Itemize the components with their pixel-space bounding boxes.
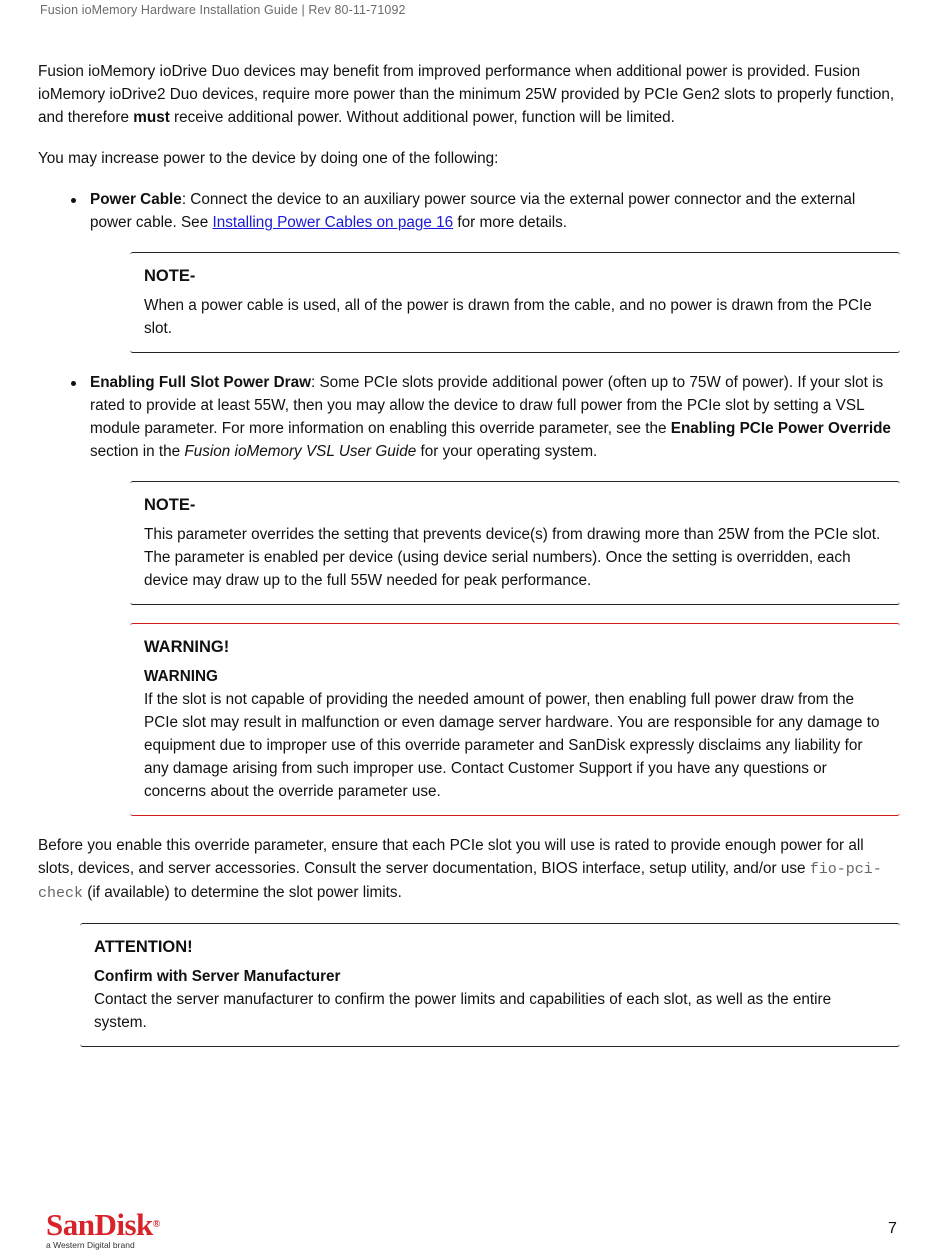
warning-box xyxy=(130,623,900,816)
page-number: 7 xyxy=(888,1220,897,1237)
logo-tagline: a Western Digital brand xyxy=(46,1240,135,1250)
bullet-full-slot-power: Enabling Full Slot Power Draw: Some PCIe slots provide additional power (often up to 75W of power). If your slot is rated to provide at least 55W, then you may allow the device to draw full power from the PCIe slot by setting a VSL module parameter. For more information on enabling this override parameter, see the Enabling PCIe Power Override section in the Fusion ioMemory VSL User Guide for your operating system. xyxy=(90,371,900,463)
note-title: NOTE- xyxy=(144,496,196,514)
attention-title: ATTENTION! xyxy=(94,938,193,956)
logo-wordmark: SanDisk xyxy=(46,1207,153,1242)
intro-paragraph: Fusion ioMemory ioDrive Duo devices may benefit from improved performance when additional power is provided. Fusion ioMemory ioDrive2 Duo devices, require more power than the minimum 25W provided by PCIe Gen2 slots to properly function, and therefore must receive additional power. Without additional power, function will be limited. xyxy=(38,63,895,126)
options-intro: You may increase power to the device by doing one of the following: xyxy=(38,150,499,167)
sandisk-logo xyxy=(46,1208,160,1250)
running-header: Fusion ioMemory Hardware Installation Guide | Rev 80-11-71092 xyxy=(40,3,406,17)
attention-subtitle: Confirm with Server Manufacturer xyxy=(94,968,341,985)
page-content xyxy=(38,60,900,1065)
note-title: NOTE- xyxy=(144,267,196,285)
note-body: When a power cable is used, all of the power is drawn from the cable, and no power is drawn from the PCIe slot. xyxy=(144,297,872,337)
note-box-override xyxy=(130,481,900,605)
warning-subtitle: WARNING xyxy=(144,668,218,685)
attention-box xyxy=(80,923,900,1047)
registered-mark: ® xyxy=(152,1219,160,1230)
note-box-power-cable xyxy=(130,252,900,353)
warning-title: WARNING! xyxy=(144,638,230,656)
before-enable-paragraph: Before you enable this override parameter, ensure that each PCIe slot you will use is rated to provide enough power for all slots, devices, and server accessories. Consult the server documentation, BIOS interface, setup utility, and/or use fio-pci-check (if available) to determine the slot power limits. xyxy=(38,837,882,902)
attention-body: Contact the server manufacturer to confirm the power limits and capabilities of each slot, as well as the entire system. xyxy=(94,991,832,1031)
fio-pci-check-command: fio-pci-check xyxy=(38,861,882,902)
installing-power-cables-link[interactable]: Installing Power Cables on page 16 xyxy=(212,214,454,231)
bullet-power-cable: Power Cable: Connect the device to an auxiliary power source via the external power connector and the external power cable. See Installing Power Cables on page 16 for more details. xyxy=(90,188,900,234)
warning-body: If the slot is not capable of providing the needed amount of power, then enabling full power draw from the PCIe slot may result in malfunction or even damage server hardware. You are responsible for any damage to equipment due to improper use of this override parameter and SanDisk expressly disclaims any liability for any damage arising from such improper use. Contact Customer Support if you have any questions or concerns about the override parameter use. xyxy=(144,691,880,800)
note-body: This parameter overrides the setting that prevents device(s) from drawing more than 25W from the PCIe slot. The parameter is enabled per device (using device serial numbers). Once the setting is overridden, each device may draw up to the full 55W needed for peak performance. xyxy=(144,526,881,589)
